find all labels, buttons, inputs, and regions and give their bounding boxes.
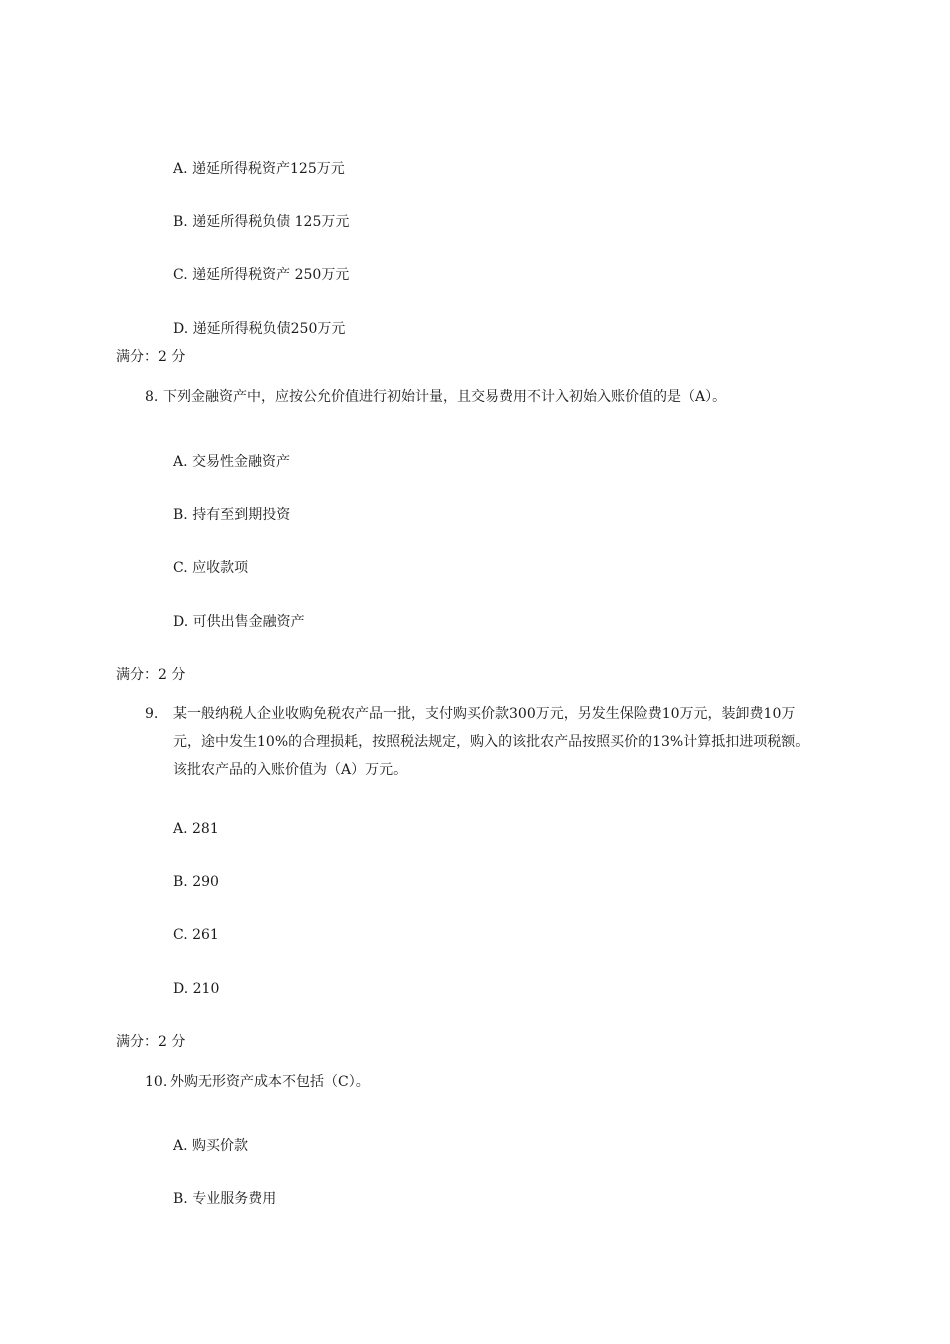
q7-score: 满分：2 分 [116, 349, 186, 365]
q8-score: 满分：2 分 [116, 667, 186, 683]
q8-option-c: C. 应收款项 [173, 560, 249, 576]
q9-option-c: C. 261 [173, 927, 219, 943]
q10-number: 10. [145, 1074, 168, 1090]
q10-option-b: B. 专业服务费用 [173, 1191, 277, 1207]
q9-option-a: A. 281 [173, 821, 219, 837]
q7-option-c: C. 递延所得税资产 250万元 [173, 267, 350, 283]
q8-text: 下列金融资产中，应按公允价值进行初始计量，且交易费用不计入初始入账价值的是（A）。 [163, 389, 727, 405]
q8-number: 8. [145, 389, 159, 405]
q10-text: 外购无形资产成本不包括（C）。 [170, 1074, 370, 1090]
q8-option-d: D. 可供出售金融资产 [173, 614, 305, 630]
q8-option-a: A. 交易性金融资产 [173, 454, 291, 470]
q7-option-b: B. 递延所得税负债 125万元 [173, 214, 350, 230]
q8-option-b: B. 持有至到期投资 [173, 507, 291, 523]
q9-option-d: D. 210 [173, 981, 220, 997]
q9-score: 满分：2 分 [116, 1034, 186, 1050]
q9-number: 9. [145, 706, 159, 722]
q7-option-a: A. 递延所得税资产125万元 [173, 161, 345, 177]
q10-option-a: A. 购买价款 [173, 1138, 249, 1154]
q9-text: 某一般纳税人企业收购免税农产品一批，支付购买价款300万元，另发生保险费10万元，装卸费10万元，途中发生10%的合理损耗，按照税法规定，购入的该批农产品按照买价的13%计算抵扣进项税额。该批农产品的入账价值为（A）万元。 [173, 706, 810, 778]
q7-option-d: D. 递延所得税负债250万元 [173, 321, 346, 337]
q9-option-b: B. 290 [173, 874, 219, 890]
